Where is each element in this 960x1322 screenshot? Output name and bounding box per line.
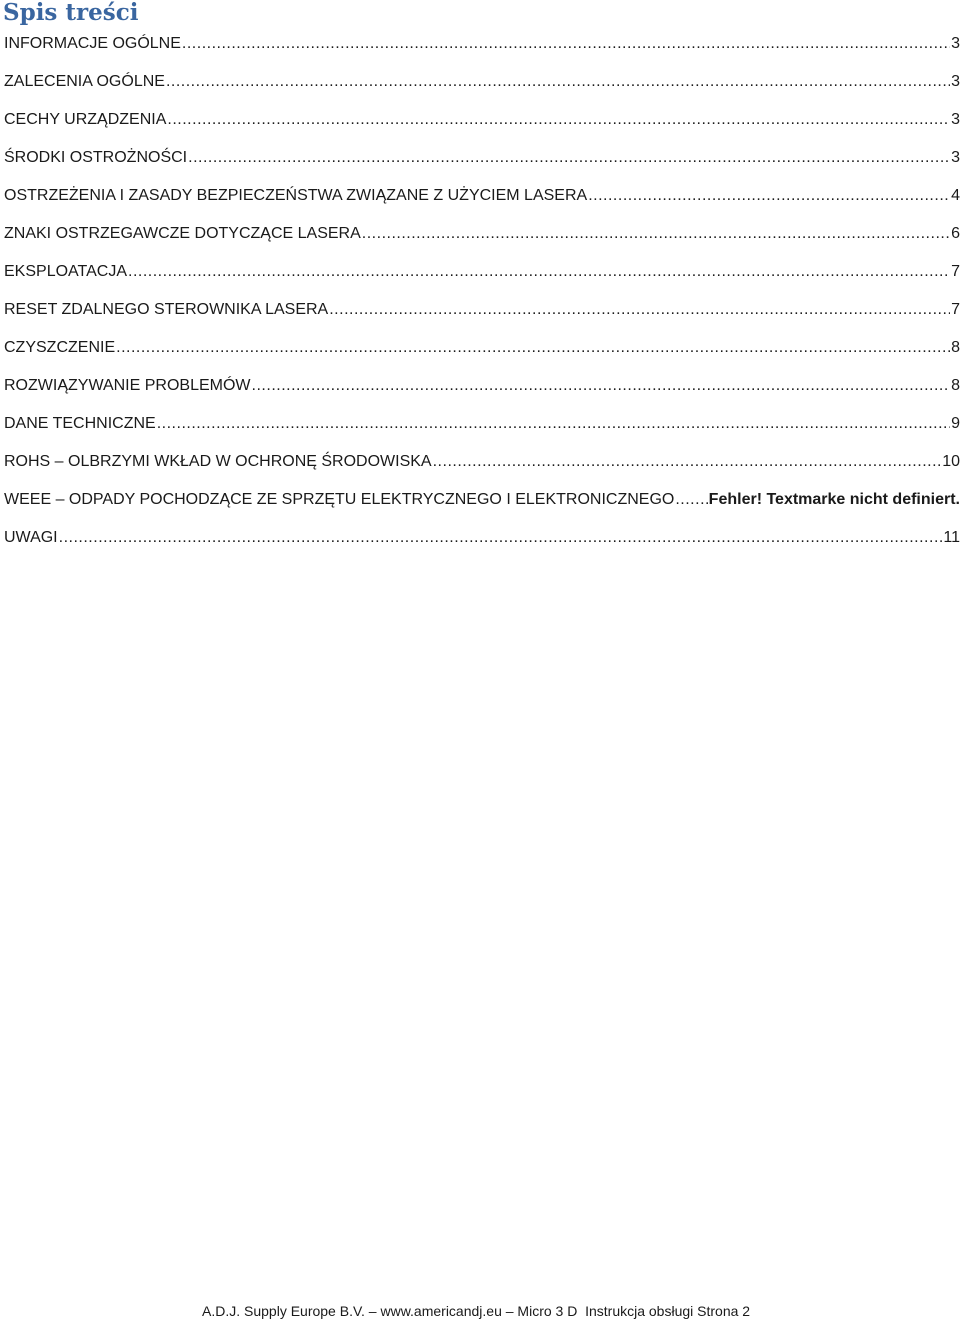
toc-entry-label: UWAGI [4,529,58,546]
dot-leader [182,32,950,56]
toc-entry-page-error: Fehler! Textmarke nicht definiert. [708,491,960,508]
toc-entry-page: 3 [951,149,960,166]
toc-entry-label: RESET ZDALNEGO STEROWNIKA LASERA [4,301,329,318]
toc-title: Spis treści [3,0,139,26]
toc-entry-page: 7 [951,301,960,318]
toc-entry-page: 11 [943,529,960,546]
toc-entry-page: 10 [942,453,960,470]
toc-entry-label: ROZWIĄZYWANIE PROBLEMÓW [4,377,251,394]
toc-entry-page: 3 [951,73,960,90]
toc-entry-label: DANE TECHNICZNE [4,415,156,432]
dot-leader [252,374,951,398]
toc-entry-eksploatacja[interactable] [4,260,960,284]
toc-entry-zalecenia-ogolne[interactable] [4,70,960,94]
toc-entry-label: ROHS – OLBRZYMI WKŁAD W OCHRONĘ ŚRODOWISKA [4,453,432,470]
dot-leader [675,488,707,512]
toc-entry-label: ZALECENIA OGÓLNE [4,73,165,90]
toc-entry-page: 8 [951,339,960,356]
toc-entry-label: CECHY URZĄDZENIA [4,111,167,128]
toc-entry-rozwiazywanie-problemow[interactable] [4,374,960,398]
dot-leader [362,222,950,246]
dot-leader [116,336,950,360]
toc-entry-czyszczenie[interactable] [4,336,960,360]
toc-entry-cechy-urzadzenia[interactable] [4,108,960,132]
dot-leader [157,412,950,436]
dot-leader [166,70,950,94]
toc-entry-znaki-ostrzegawcze[interactable] [4,222,960,246]
toc-entry-reset-sterownika[interactable] [4,298,960,322]
dot-leader [128,260,950,284]
toc-entry-label: CZYSZCZENIE [4,339,116,356]
toc-entry-label: OSTRZEŻENIA I ZASADY BEZPIECZEŃSTWA ZWIĄZANE Z UŻYCIEM LASERA [4,187,588,204]
toc-entry-label: ZNAKI OSTRZEGAWCZE DOTYCZĄCE LASERA [4,225,361,242]
toc-entry-label: INFORMACJE OGÓLNE [4,35,181,52]
toc-entry-dane-techniczne[interactable] [4,412,960,436]
toc-entry-page: 3 [951,111,960,128]
toc-entry-label: EKSPLOATACJA [4,263,127,280]
toc-entry-rohs[interactable] [4,450,960,474]
toc-entry-label: ŚRODKI OSTROŻNOŚCI [4,149,188,166]
toc-entry-page: 6 [951,225,960,242]
dot-leader [329,298,950,322]
toc-entry-ostrzezenia-lasera[interactable] [4,184,960,208]
dot-leader [588,184,950,208]
toc-entry-label: WEEE – ODPADY POCHODZĄCE ZE SPRZĘTU ELEKTRYCZNEGO I ELEKTRONICZNEGO [4,491,675,508]
dot-leader [59,526,943,550]
toc-entry-weee[interactable] [4,488,960,512]
dot-leader [433,450,942,474]
toc-entry-uwagi[interactable] [4,526,960,550]
toc-entry-page: 9 [951,415,960,432]
toc-entry-page: 3 [951,35,960,52]
toc-entry-page: 4 [951,187,960,204]
toc-entry-page: 8 [951,377,960,394]
dot-leader [188,146,950,170]
toc-entry-srodki-ostroznosci[interactable] [4,146,960,170]
page-footer: A.D.J. Supply Europe B.V. – www.americandj.eu – Micro 3 D Instrukcja obsługi Strona 2 [202,1303,751,1319]
toc-entry-page: 7 [951,263,960,280]
toc-entry-informacje-ogolne[interactable] [4,32,960,56]
dot-leader [167,108,950,132]
